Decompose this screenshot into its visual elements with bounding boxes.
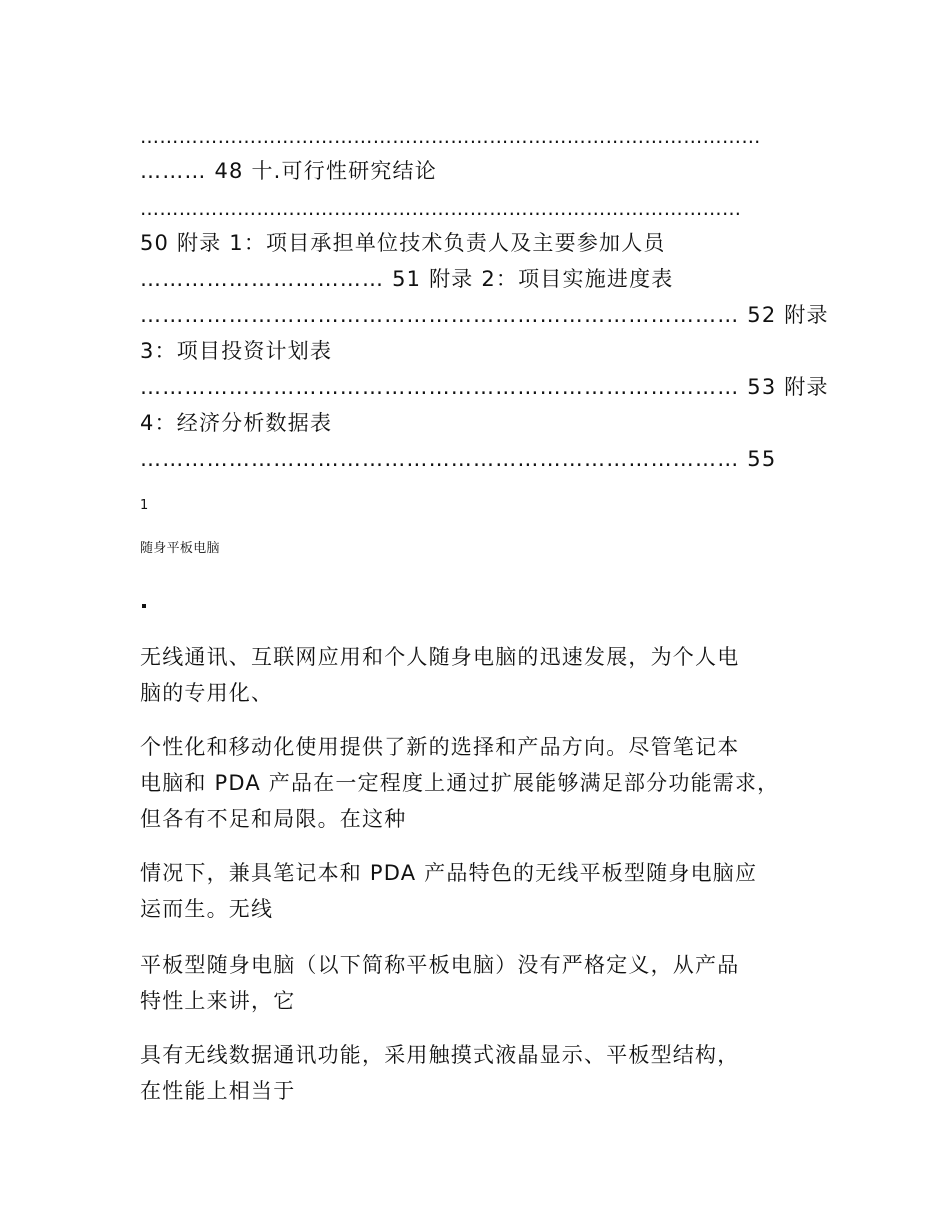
body-line: 电脑和 PDA 产品在一定程度上通过扩展能够满足部分功能需求，: [140, 771, 780, 795]
bullet-mark: [142, 604, 146, 608]
toc-entry-appendix-1: 50 附录 1：项目承担单位技术负责人及主要参加人员: [140, 231, 666, 255]
body-line: 平板型随身电脑（以下简称平板电脑）没有严格定义，从产品: [140, 953, 740, 977]
toc-entry-appendix-2: …………………………… 51 附录 2：项目实施进度表: [140, 267, 674, 291]
body-line: 情况下，兼具笔记本和 PDA 产品特色的无线平板型随身电脑应: [140, 861, 758, 885]
section-title: 随身平板电脑: [140, 541, 220, 556]
toc-entry-feasibility-conclusion: ……… 48 十.可行性研究结论: [140, 159, 437, 183]
toc-entry-appendix-3: 3：项目投资计划表: [140, 339, 333, 363]
body-line: 在性能上相当于: [140, 1079, 296, 1103]
toc-leader-line: ……………………………………………………………………………………: [140, 126, 761, 148]
body-line: 脑的专用化、: [140, 681, 274, 705]
toc-entry-appendix-4: 4：经济分析数据表: [140, 411, 333, 435]
toc-entry-appendix-3-leader: ……………………………………………………………………… 52 附录: [140, 303, 829, 327]
body-line: 个性化和移动化使用提供了新的选择和产品方向。尽管笔记本: [140, 735, 740, 759]
body-line: 但各有不足和局限。在这种: [140, 807, 407, 831]
page-number: 1: [140, 498, 149, 513]
body-line: 特性上来讲，它: [140, 989, 296, 1013]
toc-entry-last-page: ……………………………………………………………………… 55: [140, 447, 777, 471]
toc-entry-appendix-4-leader: ……………………………………………………………………… 53 附录: [140, 375, 829, 399]
body-line: 无线通讯、互联网应用和个人随身电脑的迅速发展，为个人电: [140, 645, 740, 669]
toc-leader-line: …………………………………………………………………………………: [140, 198, 742, 220]
body-line: 运而生。无线: [140, 897, 274, 921]
body-line: 具有无线数据通讯功能，采用触摸式液晶显示、平板型结构，: [140, 1043, 740, 1067]
